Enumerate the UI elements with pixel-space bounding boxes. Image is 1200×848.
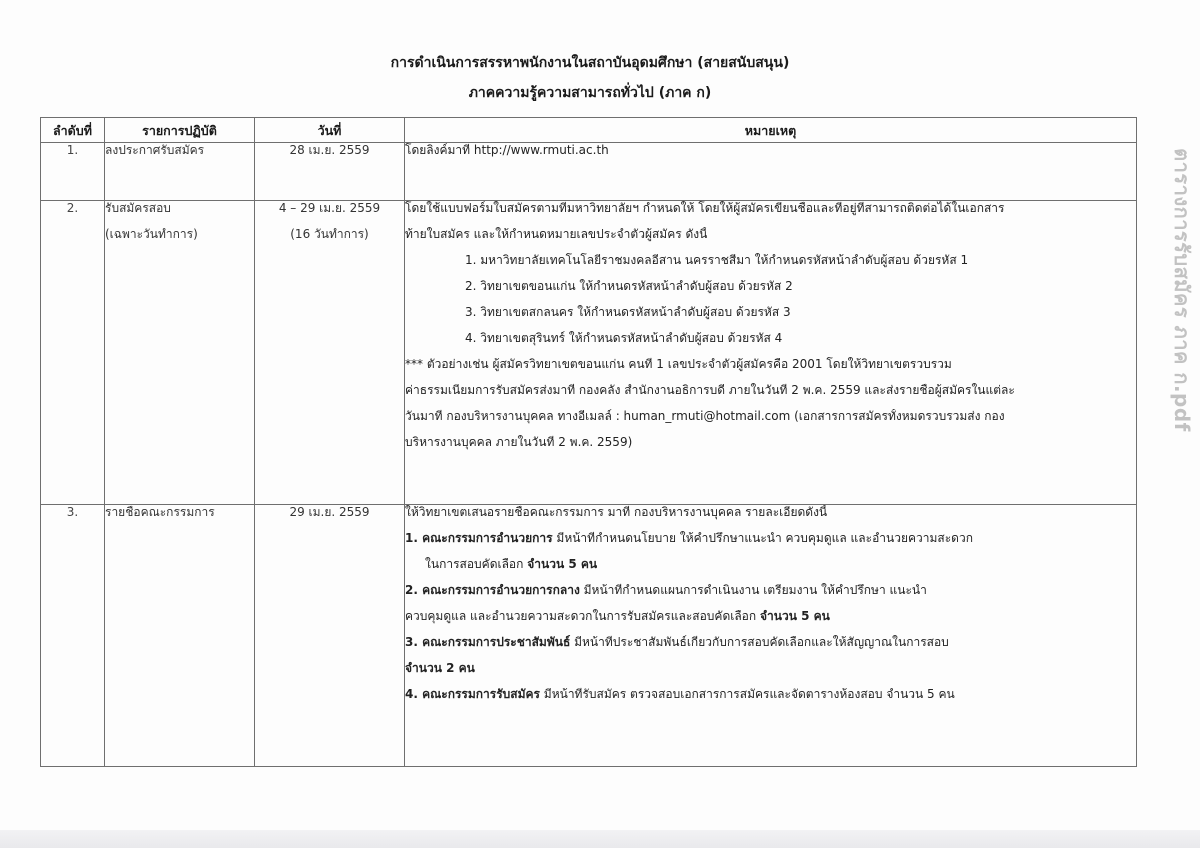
committee-item-continued (405, 609, 1136, 635)
document-title: การดำเนินการสรรหาพนักงานในสถาบันอุดมศึกษา (สายสนับสนุน) (390, 55, 790, 71)
header-remarks: หมายเหตุ (405, 118, 1137, 143)
row-number: 2. (41, 201, 105, 505)
action-line: รายชื่อคณะกรรมการ (105, 505, 215, 519)
committee-item (405, 531, 1136, 557)
row-remarks (405, 201, 1137, 505)
committee-item-continued (405, 661, 1136, 687)
remark-line: โดยใช้แบบฟอร์มใบสมัครตามที่มหาวิทยาลัยฯ กำหนดให้ โดยให้ผู้สมัครเขียนชื่อและที่อยู่ที่สามารถติดต่อได้ในเอกสาร (405, 201, 1005, 215)
item-number: 1. (405, 531, 423, 545)
example-note-line: วันมาที่ กองบริหารงานบุคคล ทางอีเมลล์ : human_rmuti@hotmail.com (เอกสารการสมัครทั้งหมดรวบรวมส่ง กอง (405, 409, 1005, 423)
row-action (105, 201, 255, 505)
committee-item-continued (405, 557, 1136, 583)
header-date: วันที่ (255, 118, 405, 143)
committee-count: จำนวน 2 คน (405, 661, 475, 675)
action-line: (เฉพาะวันทำการ) (105, 227, 198, 241)
table-header-row (41, 118, 1137, 143)
campus-code-item: 1. มหาวิทยาลัยเทคโนโลยีราชมงคลอีสาน นครราชสีมา ให้กำหนดรหัสหน้าลำดับผู้สอบ ด้วยรหัส 1 (465, 253, 969, 267)
remark-line: ท้ายใบสมัคร และให้กำหนดหมายเลขประจำตัวผู้สมัคร ดังนี้ (405, 227, 708, 241)
row-date (255, 505, 405, 767)
row-remarks (405, 143, 1137, 201)
schedule-table (40, 117, 1137, 767)
row-action (105, 505, 255, 767)
remark-line: ให้วิทยาเขตเสนอรายชื่อคณะกรรมการ มาที่ กองบริหารงานบุคคล รายละเอียดดังนี้ (405, 505, 828, 519)
row-date (255, 143, 405, 201)
committee-duty: มีหน้าที่รับสมัคร ตรวจสอบเอกสารการสมัครและจัดตารางห้องสอบ จำนวน 5 คน (539, 687, 955, 701)
item-number: 4. (405, 687, 423, 701)
table-row (41, 201, 1137, 505)
file-name-watermark: ตารางการรับสมัคร ภาค ก.pdf (1170, 148, 1194, 432)
committee-name: คณะกรรมการอำนวยการกลาง (422, 583, 580, 597)
row-remarks (405, 505, 1137, 767)
committee-name: คณะกรรมการรับสมัคร (422, 687, 540, 701)
table-row (41, 505, 1137, 767)
committee-count: จำนวน 5 คน (759, 609, 830, 623)
date-line: 29 เม.ย. 2559 (289, 505, 370, 519)
row-action (105, 143, 255, 201)
committee-name: คณะกรรมการประชาสัมพันธ์ (422, 635, 571, 649)
item-number: 2. (405, 583, 423, 597)
scan-bottom-edge (0, 830, 1200, 848)
document-subtitle: ภาคความรู้ความสามารถทั่วไป (ภาค ก) (468, 85, 712, 101)
committee-duty: ควบคุมดูแล และอำนวยความสะดวกในการรับสมัครและสอบคัดเลือก (405, 609, 760, 623)
header-action: รายการปฏิบัติ (105, 118, 255, 143)
remark-line (405, 143, 1136, 169)
website-link-text: โดยลิงค์มาที่ http://www.rmuti.ac.th (405, 143, 609, 157)
committee-item (405, 583, 1136, 609)
committee-count: จำนวน 5 คน (527, 557, 598, 571)
header-order: ลำดับที่ (41, 118, 105, 143)
row-number: 1. (41, 143, 105, 201)
committee-duty: มีหน้าที่กำหนดนโยบาย ให้คำปรึกษาแนะนำ ควบคุมดูแล และอำนวยความสะดวก (552, 531, 973, 545)
campus-code-item: 2. วิทยาเขตขอนแก่น ให้กำหนดรหัสหน้าลำดับผู้สอบ ด้วยรหัส 2 (465, 279, 793, 293)
committee-item (405, 687, 1136, 713)
date-line: 4 – 29 เม.ย. 2559 (278, 201, 381, 215)
action-line: รับสมัครสอบ (105, 201, 171, 215)
campus-code-item: 4. วิทยาเขตสุรินทร์ ให้กำหนดรหัสหน้าลำดับผู้สอบ ด้วยรหัส 4 (465, 331, 783, 345)
example-note-line: ค่าธรรมเนียมการรับสมัครส่งมาที่ กองคลัง สำนักงานอธิการบดี ภายในวันที่ 2 พ.ค. 2559 และส่งรายชื่อผู้สมัครในแต่ละ (405, 383, 1015, 397)
example-note-line: *** ตัวอย่างเช่น ผู้สมัครวิทยาเขตขอนแก่น คนที่ 1 เลขประจำตัวผู้สมัครคือ 2001 โดยให้วิทยาเขตรวบรวม (405, 357, 952, 371)
committee-duty: ในการสอบคัดเลือก (425, 557, 528, 571)
item-number: 3. (405, 635, 423, 649)
date-line: (16 วันทำการ) (290, 227, 369, 241)
example-note-line: บริหารงานบุคคล ภายในวันที่ 2 พ.ค. 2559) (405, 435, 633, 449)
action-line: ลงประกาศรับสมัคร (105, 143, 205, 157)
table-row (41, 143, 1137, 201)
row-date (255, 201, 405, 505)
committee-item (405, 635, 1136, 661)
row-number: 3. (41, 505, 105, 767)
date-line: 28 เม.ย. 2559 (289, 143, 370, 157)
committee-duty: มีหน้าที่ประชาสัมพันธ์เกี่ยวกับการสอบคัดเลือกและให้สัญญาณในการสอบ (570, 635, 949, 649)
committee-duty: มีหน้าที่กำหนดแผนการดำเนินงาน เตรียมงาน ให้คำปรึกษา แนะนำ (579, 583, 927, 597)
campus-code-item: 3. วิทยาเขตสกลนคร ให้กำหนดรหัสหน้าลำดับผู้สอบ ด้วยรหัส 3 (465, 305, 791, 319)
committee-name: คณะกรรมการอำนวยการ (422, 531, 553, 545)
